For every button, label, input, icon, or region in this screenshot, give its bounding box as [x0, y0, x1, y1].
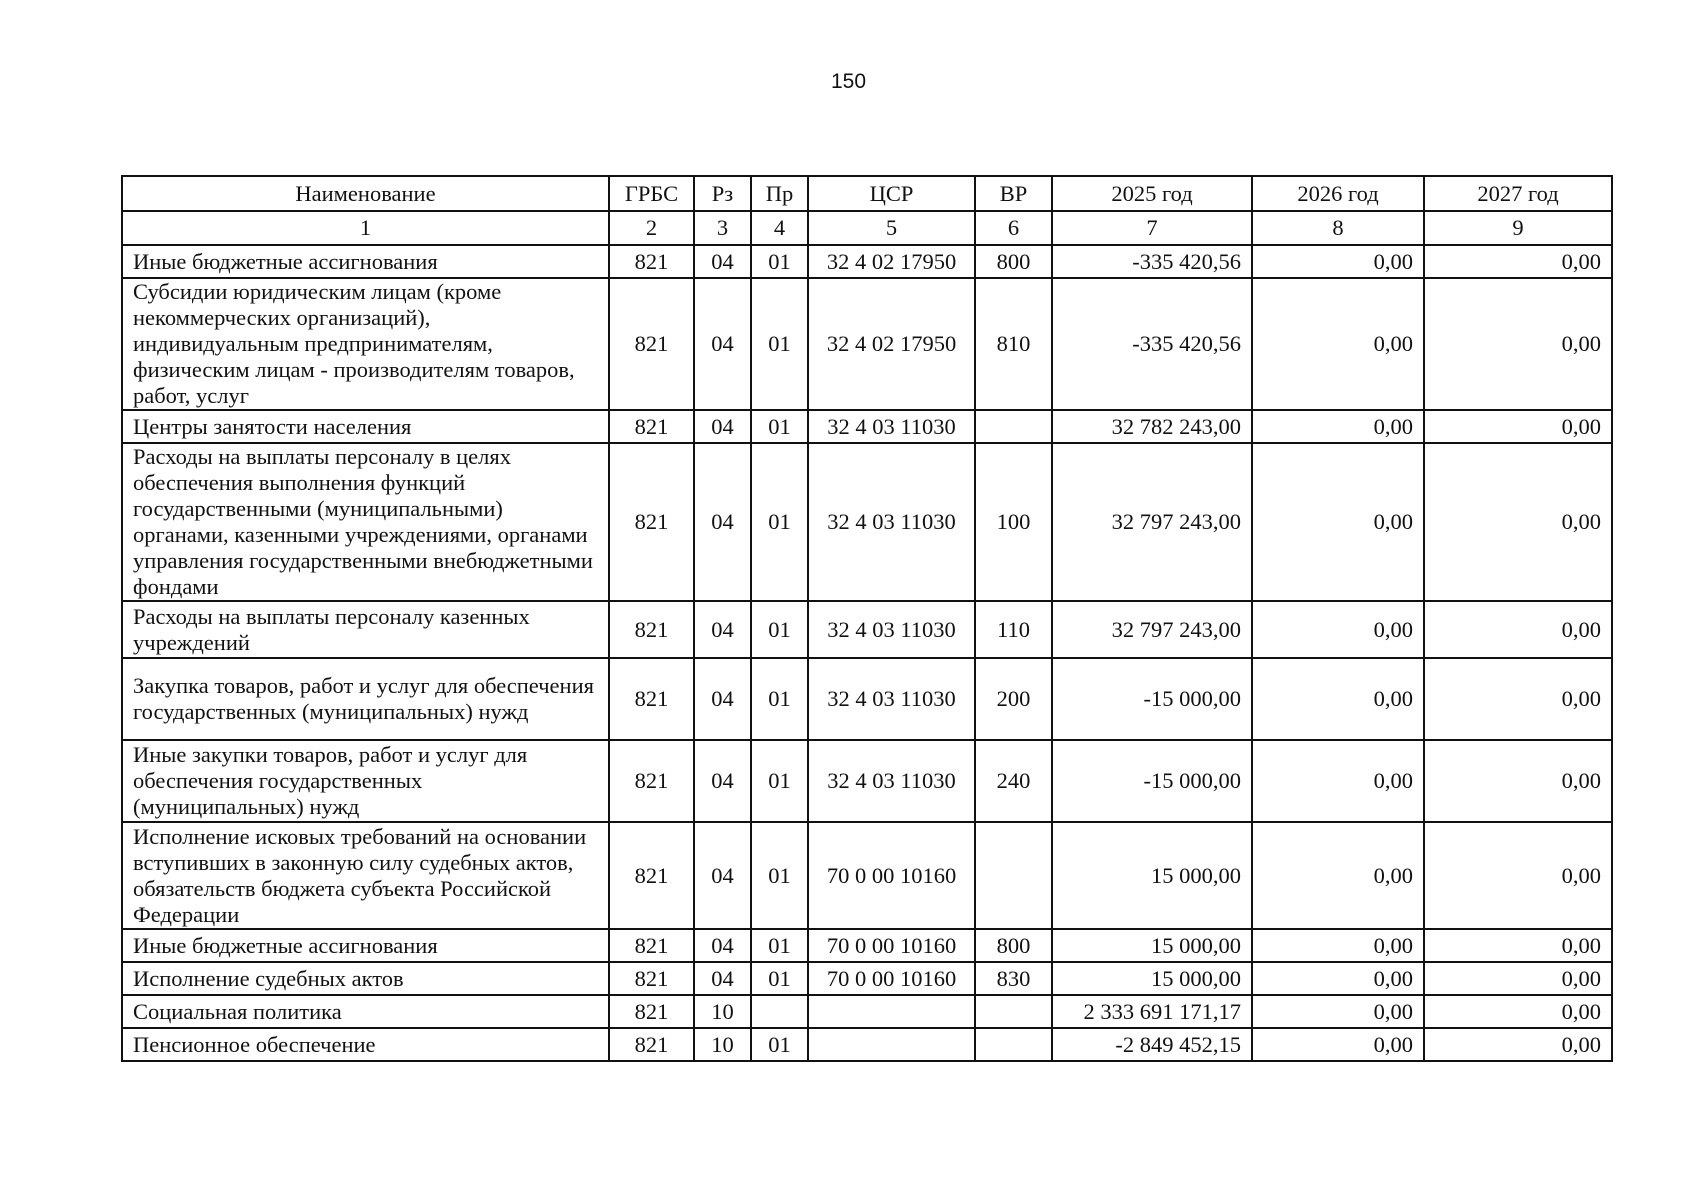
header-grbs: ГРБС — [609, 176, 694, 211]
cell-vr: 240 — [975, 740, 1052, 822]
header-rz: Рз — [694, 176, 751, 211]
column-number: 9 — [1424, 211, 1612, 245]
cell-vr — [975, 995, 1052, 1028]
column-number-row — [122, 211, 1612, 245]
cell-vr — [975, 410, 1052, 443]
cell-2027: 0,00 — [1424, 278, 1612, 410]
cell-2025: 15 000,00 — [1052, 962, 1252, 995]
table-row — [122, 962, 1612, 995]
cell-rz: 04 — [694, 658, 751, 740]
column-number: 5 — [808, 211, 975, 245]
cell-vr: 800 — [975, 245, 1052, 278]
cell-2027: 0,00 — [1424, 1028, 1612, 1061]
cell-2026: 0,00 — [1252, 410, 1424, 443]
cell-rz: 04 — [694, 929, 751, 962]
cell-pr: 01 — [751, 443, 808, 601]
cell-2025: 32 797 243,00 — [1052, 443, 1252, 601]
cell-csr: 70 0 00 10160 — [808, 929, 975, 962]
cell-name: Иные бюджетные ассигнования — [122, 929, 609, 962]
cell-rz: 10 — [694, 995, 751, 1028]
cell-2025: -15 000,00 — [1052, 658, 1252, 740]
cell-pr: 01 — [751, 410, 808, 443]
column-number: 1 — [122, 211, 609, 245]
cell-rz: 04 — [694, 410, 751, 443]
cell-grbs: 821 — [609, 995, 694, 1028]
cell-grbs: 821 — [609, 929, 694, 962]
cell-2026: 0,00 — [1252, 740, 1424, 822]
cell-grbs: 821 — [609, 740, 694, 822]
table-row — [122, 1028, 1612, 1061]
cell-vr: 810 — [975, 278, 1052, 410]
cell-2026: 0,00 — [1252, 658, 1424, 740]
column-number: 7 — [1052, 211, 1252, 245]
cell-2027: 0,00 — [1424, 995, 1612, 1028]
cell-csr: 32 4 03 11030 — [808, 443, 975, 601]
cell-name: Расходы на выплаты персоналу казенных учреждений — [122, 601, 609, 658]
cell-name: Социальная политика — [122, 995, 609, 1028]
cell-2027: 0,00 — [1424, 822, 1612, 929]
cell-2027: 0,00 — [1424, 601, 1612, 658]
cell-vr: 800 — [975, 929, 1052, 962]
header-pr: Пр — [751, 176, 808, 211]
cell-2026: 0,00 — [1252, 601, 1424, 658]
cell-name: Субсидии юридическим лицам (кроме некоммерческих организаций), индивидуальным предпринимателям, физическим лицам - производителям товаров, работ, услуг — [122, 278, 609, 410]
cell-2027: 0,00 — [1424, 929, 1612, 962]
table-row — [122, 601, 1612, 658]
cell-2025: -335 420,56 — [1052, 245, 1252, 278]
cell-csr — [808, 995, 975, 1028]
cell-2025: -2 849 452,15 — [1052, 1028, 1252, 1061]
cell-grbs: 821 — [609, 822, 694, 929]
cell-csr: 70 0 00 10160 — [808, 962, 975, 995]
cell-2026: 0,00 — [1252, 443, 1424, 601]
cell-2027: 0,00 — [1424, 658, 1612, 740]
cell-pr: 01 — [751, 822, 808, 929]
column-number: 2 — [609, 211, 694, 245]
cell-name: Центры занятости населения — [122, 410, 609, 443]
cell-csr: 70 0 00 10160 — [808, 822, 975, 929]
cell-pr: 01 — [751, 929, 808, 962]
cell-2026: 0,00 — [1252, 245, 1424, 278]
table-row — [122, 822, 1612, 929]
table-row — [122, 245, 1612, 278]
cell-name: Исполнение судебных актов — [122, 962, 609, 995]
cell-grbs: 821 — [609, 1028, 694, 1061]
cell-vr: 830 — [975, 962, 1052, 995]
cell-rz: 04 — [694, 740, 751, 822]
cell-rz: 04 — [694, 822, 751, 929]
cell-2027: 0,00 — [1424, 443, 1612, 601]
cell-rz: 04 — [694, 245, 751, 278]
cell-2027: 0,00 — [1424, 962, 1612, 995]
header-csr: ЦСР — [808, 176, 975, 211]
cell-csr: 32 4 02 17950 — [808, 245, 975, 278]
cell-rz: 04 — [694, 962, 751, 995]
cell-vr — [975, 1028, 1052, 1061]
cell-2025: 2 333 691 171,17 — [1052, 995, 1252, 1028]
cell-2025: -15 000,00 — [1052, 740, 1252, 822]
cell-grbs: 821 — [609, 410, 694, 443]
column-number: 8 — [1252, 211, 1424, 245]
cell-grbs: 821 — [609, 658, 694, 740]
cell-rz: 04 — [694, 443, 751, 601]
page-number: 150 — [830, 70, 867, 93]
cell-rz: 10 — [694, 1028, 751, 1061]
cell-2025: 32 797 243,00 — [1052, 601, 1252, 658]
cell-grbs: 821 — [609, 443, 694, 601]
cell-pr: 01 — [751, 962, 808, 995]
cell-name: Пенсионное обеспечение — [122, 1028, 609, 1061]
header-2027: 2027 год — [1424, 176, 1612, 211]
table-row — [122, 740, 1612, 822]
header-2026: 2026 год — [1252, 176, 1424, 211]
cell-grbs: 821 — [609, 601, 694, 658]
cell-2026: 0,00 — [1252, 1028, 1424, 1061]
column-number: 3 — [694, 211, 751, 245]
cell-2025: 15 000,00 — [1052, 822, 1252, 929]
cell-name: Исполнение исковых требований на основании вступивших в законную силу судебных актов, обязательств бюджета субъекта Российской Федерации — [122, 822, 609, 929]
cell-grbs: 821 — [609, 278, 694, 410]
cell-2026: 0,00 — [1252, 995, 1424, 1028]
cell-name: Расходы на выплаты персоналу в целях обеспечения выполнения функций государственными (муниципальными) органами, казенными учреждениями, органами управления государственными внебюджетными фондами — [122, 443, 609, 601]
cell-pr: 01 — [751, 278, 808, 410]
header-2025: 2025 год — [1052, 176, 1252, 211]
cell-csr: 32 4 03 11030 — [808, 601, 975, 658]
cell-2026: 0,00 — [1252, 278, 1424, 410]
cell-csr — [808, 1028, 975, 1061]
cell-2026: 0,00 — [1252, 962, 1424, 995]
cell-csr: 32 4 02 17950 — [808, 278, 975, 410]
table-row — [122, 410, 1612, 443]
cell-2027: 0,00 — [1424, 410, 1612, 443]
column-number: 6 — [975, 211, 1052, 245]
cell-2025: 15 000,00 — [1052, 929, 1252, 962]
cell-rz: 04 — [694, 601, 751, 658]
header-vr: ВР — [975, 176, 1052, 211]
cell-pr: 01 — [751, 658, 808, 740]
cell-pr: 01 — [751, 1028, 808, 1061]
cell-vr: 200 — [975, 658, 1052, 740]
header-name: Наименование — [122, 176, 609, 211]
cell-2027: 0,00 — [1424, 245, 1612, 278]
cell-vr: 100 — [975, 443, 1052, 601]
cell-name: Иные бюджетные ассигнования — [122, 245, 609, 278]
column-number: 4 — [751, 211, 808, 245]
cell-2025: -335 420,56 — [1052, 278, 1252, 410]
cell-2026: 0,00 — [1252, 929, 1424, 962]
table-row — [122, 929, 1612, 962]
cell-pr: 01 — [751, 740, 808, 822]
cell-csr: 32 4 03 11030 — [808, 740, 975, 822]
cell-name: Иные закупки товаров, работ и услуг для обеспечения государственных (муниципальных) нужд — [122, 740, 609, 822]
cell-grbs: 821 — [609, 962, 694, 995]
cell-pr: 01 — [751, 601, 808, 658]
cell-name: Закупка товаров, работ и услуг для обеспечения государственных (муниципальных) нужд — [122, 658, 609, 740]
cell-csr: 32 4 03 11030 — [808, 410, 975, 443]
cell-vr — [975, 822, 1052, 929]
cell-pr — [751, 995, 808, 1028]
header-row — [122, 176, 1612, 211]
cell-2025: 32 782 243,00 — [1052, 410, 1252, 443]
cell-rz: 04 — [694, 278, 751, 410]
cell-2027: 0,00 — [1424, 740, 1612, 822]
cell-csr: 32 4 03 11030 — [808, 658, 975, 740]
cell-grbs: 821 — [609, 245, 694, 278]
table-row — [122, 995, 1612, 1028]
table-row — [122, 658, 1612, 740]
cell-pr: 01 — [751, 245, 808, 278]
cell-vr: 110 — [975, 601, 1052, 658]
cell-2026: 0,00 — [1252, 822, 1424, 929]
budget-table — [121, 175, 1613, 1062]
table-row — [122, 443, 1612, 601]
table-row — [122, 278, 1612, 410]
